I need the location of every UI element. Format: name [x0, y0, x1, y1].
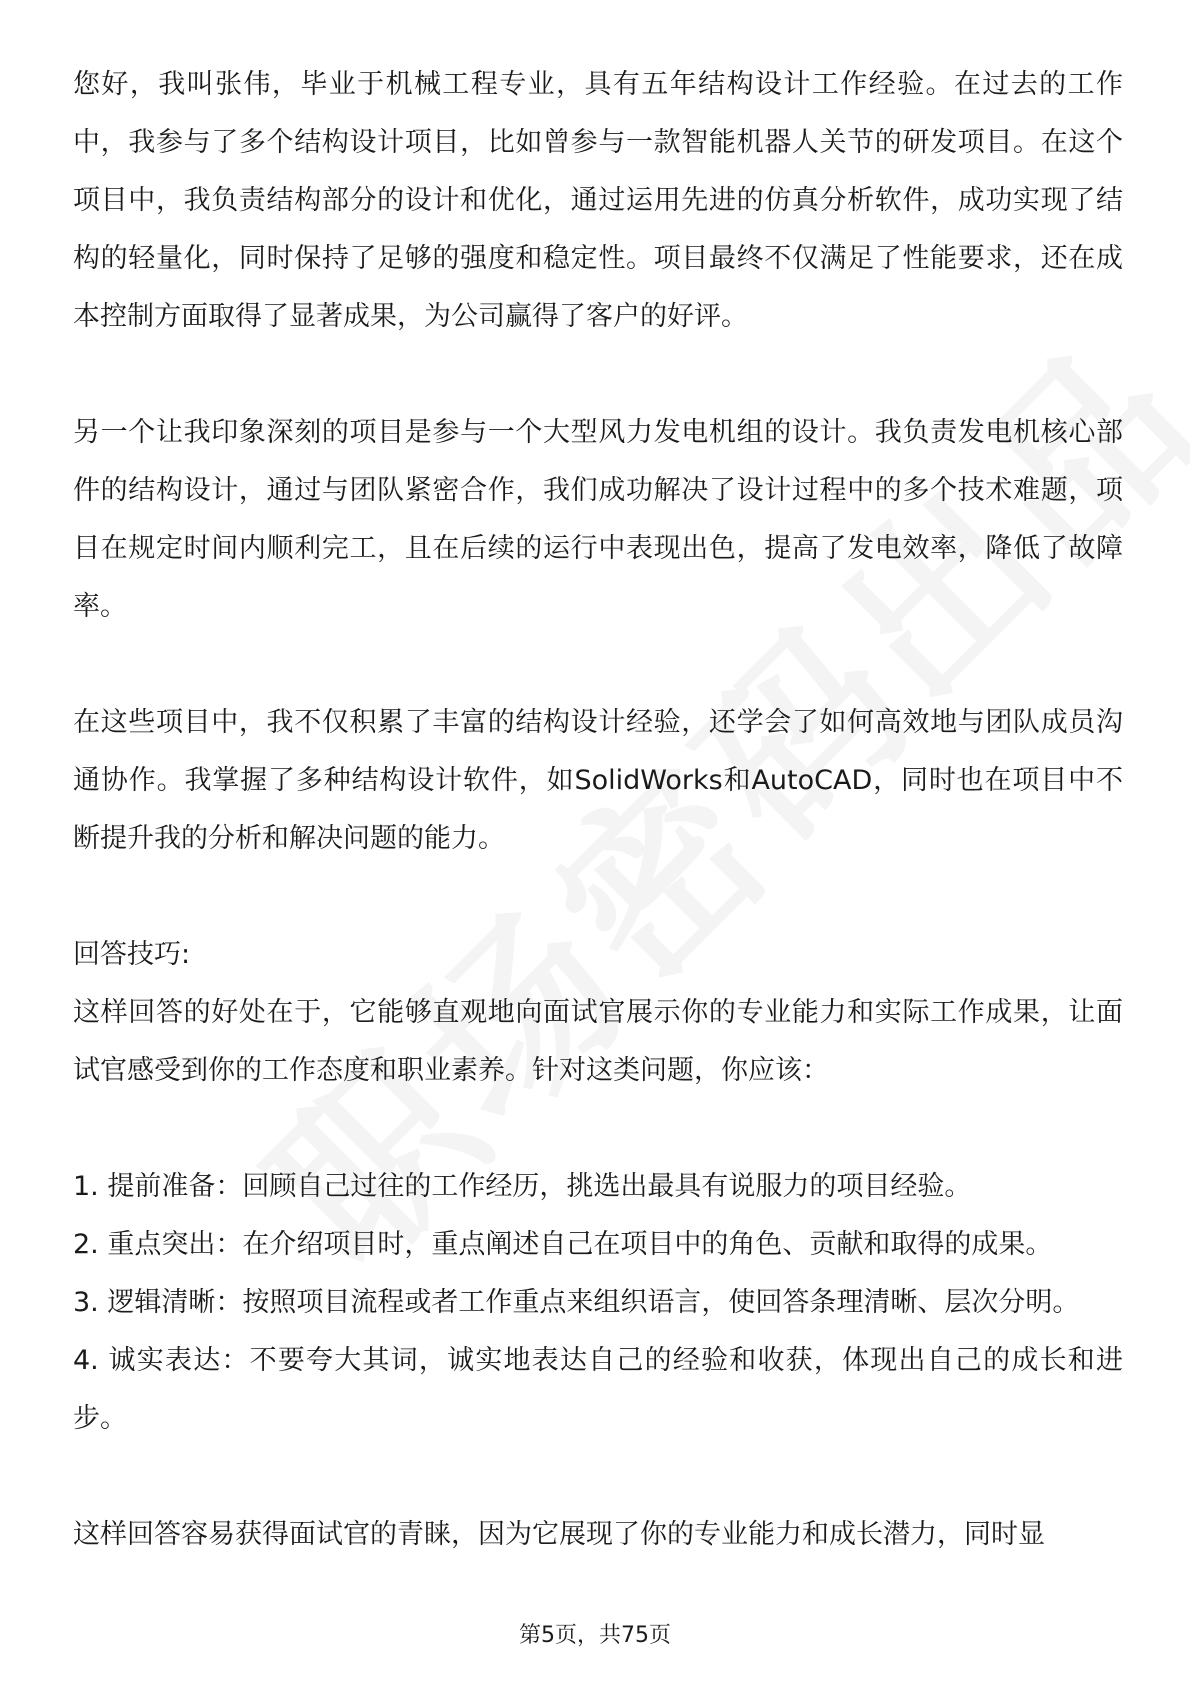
paragraph-gap: [73, 636, 1123, 694]
tips-heading: 回答技巧:: [73, 939, 191, 970]
closing-paragraph: 这样回答容易获得面试官的青睐，因为它展现了你的专业能力和成长潜力，同时显: [73, 1519, 1045, 1550]
document-body: [73, 56, 1123, 1564]
paragraph-project-2: 另一个让我印象深刻的项目是参与一个大型风力发电机组的设计。我负责发电机核心部件的结构设计，通过与团队紧密合作，我们成功解决了设计过程中的多个技术难题，项目在规定时间内顺利完工，且在后续的运行中表现出色，提高了发电效率，降低了故障率。: [73, 417, 1123, 622]
paragraph-intro: 您好，我叫张伟，毕业于机械工程专业，具有五年结构设计工作经验。在过去的工作中，我参与了多个结构设计项目，比如曾参与一款智能机器人关节的研发项目。在这个项目中，我负责结构部分的设计和优化，通过运用先进的仿真分析软件，成功实现了结构的轻量化，同时保持了足够的强度和稳定性。项目最终不仅满足了性能要求，还在成本控制方面取得了显著成果，为公司赢得了客户的好评。: [73, 69, 1123, 332]
paragraph-summary: 在这些项目中，我不仅积累了丰富的结构设计经验，还学会了如何高效地与团队成员沟通协作。我掌握了多种结构设计软件，如SolidWorks和AutoCAD，同时也在项目中不断提升我的分析和解决问题的能力。: [73, 707, 1123, 854]
page-number: 第5页，共75页: [519, 1623, 671, 1648]
paragraph-gap: [73, 868, 1123, 926]
paragraph-gap: [73, 1448, 1123, 1506]
tip-item-2: 2. 重点突出：在介绍项目时，重点阐述自己在项目中的角色、贡献和取得的成果。: [73, 1229, 1053, 1260]
paragraph-gap: [73, 1100, 1123, 1158]
tip-item-4: 4. 诚实表达：不要夸大其词，诚实地表达自己的经验和收获，体现出自己的成长和进步。: [73, 1345, 1123, 1434]
tip-item-1: 1. 提前准备：回顾自己过往的工作经历，挑选出最具有说服力的项目经验。: [73, 1171, 972, 1202]
tips-intro: 这样回答的好处在于，它能够直观地向面试官展示你的专业能力和实际工作成果，让面试官感受到你的工作态度和职业素养。针对这类问题，你应该：: [73, 997, 1123, 1086]
tip-item-3: 3. 逻辑清晰：按照项目流程或者工作重点来组织语言，使回答条理清晰、层次分明。: [73, 1287, 1080, 1318]
paragraph-gap: [73, 346, 1123, 404]
